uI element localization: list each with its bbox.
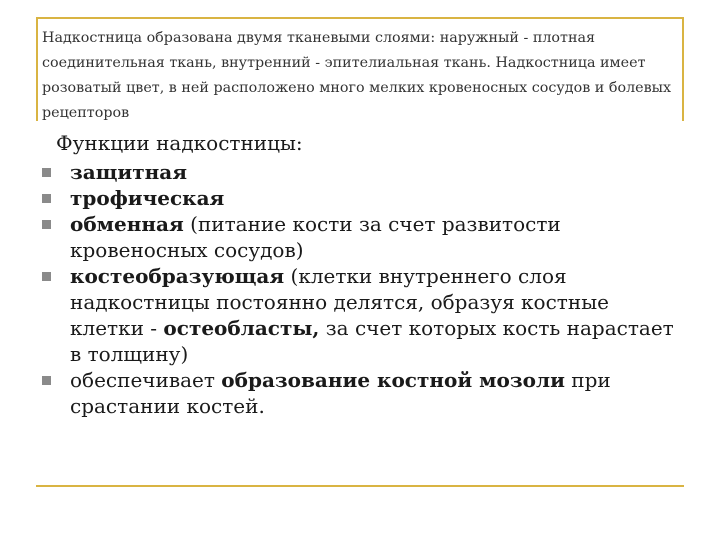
item-bold-text: обменная [70,212,184,236]
list-item-metabolic [40,211,680,263]
item-prefix-text: обеспечивает [70,368,222,392]
item-bold-text: образование костной мозоли [221,368,565,392]
list-item-osteogenic [40,263,680,367]
bottom-rule [36,485,684,487]
item-text-2: за счет которых кость нарастает в толщину) [70,316,674,366]
item-bold-text: защитная [70,160,187,184]
list-item-trophic [40,185,680,211]
square-bullet-icon [42,168,51,177]
right-rule [682,17,684,121]
functions-title: Функции надкостницы: [56,131,303,155]
item-text: при срастании костей. [70,368,611,418]
item-bold-text-2: остеобласты, [163,316,320,340]
intro-paragraph: Надкостница образована двумя тканевыми слоями: наружный - плотная соединительная ткань, внутренний - эпителиальная ткань. Надкостница имеет розоватый цвет, в ней расположено много мелких кровеносных сосудов и болевых рецепторов [42,30,672,121]
square-bullet-icon [42,220,51,229]
item-bold-text: трофическая [70,186,225,210]
list-item-protective [40,159,680,185]
square-bullet-icon [42,194,51,203]
square-bullet-icon [42,376,51,385]
left-rule [36,17,38,121]
item-bold-text: костеобразующая [70,264,285,288]
square-bullet-icon [42,272,51,281]
functions-list [40,159,680,419]
top-rule [36,17,684,19]
list-item-callus [40,367,680,419]
item-text: (клетки внутреннего слоя надкостницы постоянно делятся, образуя костные клетки - [70,264,609,340]
item-text: (питание кости за счет развитости кровеносных сосудов) [70,212,561,262]
